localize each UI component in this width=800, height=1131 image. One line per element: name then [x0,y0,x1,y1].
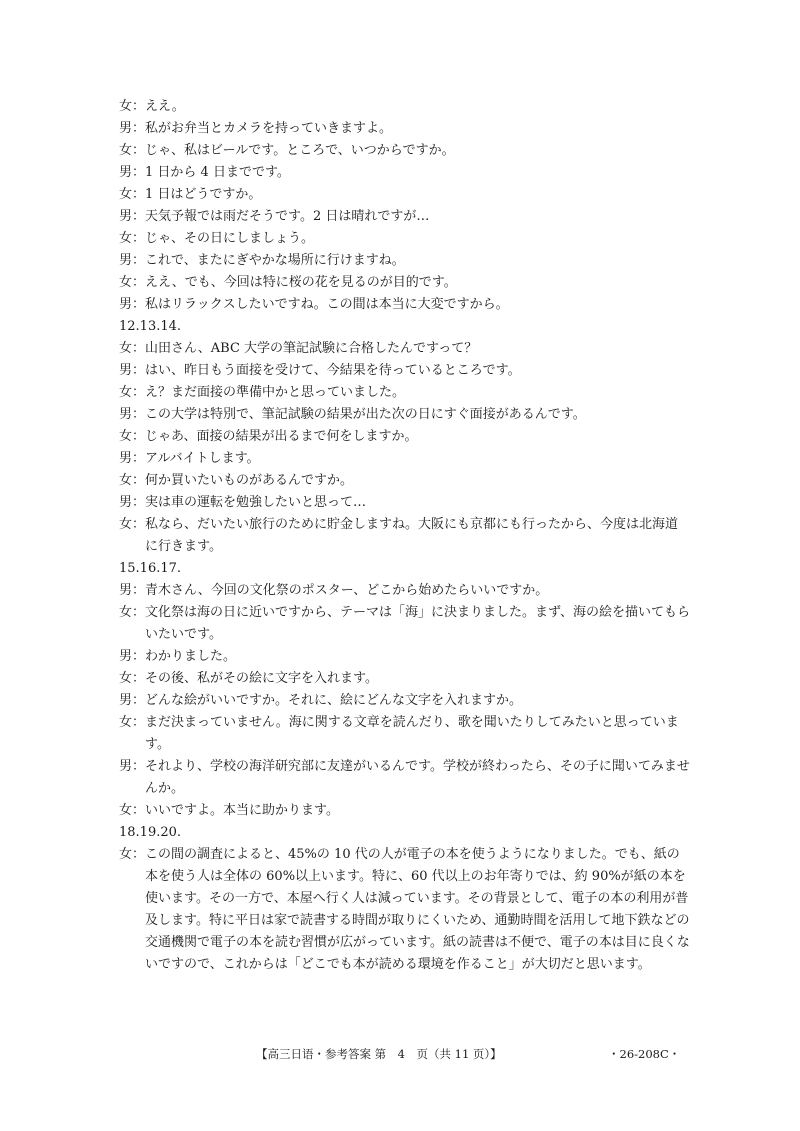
dialogue-text: その後、私がその絵に文字を入れます。 [145,671,378,686]
dialogue-text: わかりました。 [145,649,237,664]
dialogue-line [119,118,691,140]
dialogue-line [119,470,691,492]
dialogue-line [119,250,691,272]
speaker-label: 女： [119,473,146,488]
dialogue-text: はい、昨日もう面接を受けて、今結果を待っているところです。 [145,363,521,378]
speaker-label: 女： [119,341,146,356]
dialogue-text: 私はリラックスしたいですね。この間は本当に大変ですから。 [145,297,509,312]
dialogue-line [119,382,691,404]
dialogue-line [119,448,691,470]
speaker-label: 女： [119,143,146,158]
dialogue-text: それより、学校の海洋研究部に友達がいるんです。学校が終わったら、その子に聞いてみませんか。 [145,759,690,796]
dialogue-text: 文化祭は海の日に近いですから、テーマは「海」に決まりました。まず、海の絵を描いてもらいたいです。 [145,605,690,642]
dialogue-line [119,690,691,712]
dialogue-text: え？まだ面接の準備中かと思っていました。 [145,385,406,400]
dialogue-section [119,558,691,822]
dialogue-text: ええ。 [145,99,185,114]
dialogue-line [119,184,691,206]
dialogue-text: この大学は特別で、筆記試験の結果が出た次の日にすぐ面接があるんです。 [145,407,586,422]
dialogue-line [119,338,691,360]
dialogue-text: アルバイトします。 [145,451,260,466]
dialogue-line [119,646,691,668]
dialogue-text: まだ決まっていません。海に関する文章を読んだり、歌を聞いたりしてみたいと思っています。 [145,715,679,752]
speaker-label: 男： [119,407,146,422]
dialogue-text: この間の調査によると、45%の 10 代の人が電子の本を使うようになりました。でも、紙の本を使う人は全体の 60%以上います。特に、60 代以上のお年寄りでは、約 90%が紙の本を使います。その一方で、本屋へ行く人は減っています。その背景として、電子の本の利用が普及します。特に平日は家で読書する時間が取りにくいため、通勤時間を活用して地下鉄などの交通機関で電子の本を読む習慣が広がっています。紙の読書は不便で、電子の本は目に良くないですので、これからは「どこでも本が読める環境を作ること」が大切だと思います。 [145,847,690,972]
speaker-label: 男： [119,451,146,466]
dialogue-text: じゃあ、面接の結果が出るまで何をしますか。 [145,429,418,444]
question-numbers-heading: 12.13.14. [119,319,182,334]
dialogue-line [119,228,691,250]
dialogue-text: これで、またにぎやかな場所に行けますね。 [145,253,405,268]
dialogue-line [119,294,691,316]
dialogue-line [119,580,691,602]
dialogue-text: 私がお弁当とカメラを持っていきますよ。 [145,121,393,136]
speaker-label: 男： [119,495,146,510]
dialogue-text: 天気予報では雨だそうです。2 日は晴れですが… [145,209,430,224]
dialogue-line [119,514,691,558]
speaker-label: 男： [119,363,146,378]
speaker-label: 男： [119,693,146,708]
dialogue-text: じゃ、その日にしましょう。 [145,231,315,246]
dialogue-line [119,800,691,822]
transcript [119,96,691,976]
dialogue-line [119,602,691,646]
speaker-label: 男： [119,121,146,136]
dialogue-line [119,96,691,118]
dialogue-text: 実は車の運転を勉強したいと思って… [145,495,367,510]
dialogue-line [119,668,691,690]
speaker-label: 女： [119,803,146,818]
speaker-label: 女： [119,847,146,862]
speaker-label: 男： [119,583,146,598]
document-code: ・26-208C・ [608,1047,681,1061]
dialogue-text: 私なら、だいたい旅行のために貯金しますね。大阪にも京都にも行ったから、今度は北海道に行きます。 [145,517,679,554]
dialogue-text: いいですよ。本当に助かります。 [145,803,339,818]
question-numbers-heading: 18.19.20. [119,825,182,840]
speaker-label: 女： [119,187,146,202]
dialogue-line [119,360,691,382]
dialogue-line [119,162,691,184]
dialogue-text: ええ、でも、今回は特に桜の花を見るのが目的です。 [145,275,457,290]
speaker-label: 男： [119,759,146,774]
speaker-label: 男： [119,297,146,312]
dialogue-line [119,492,691,514]
dialogue-line [119,426,691,448]
dialogue-text: どんな絵がいいですか。それに、絵にどんな文字を入れますか。 [145,693,523,708]
dialogue-line [119,272,691,294]
speaker-label: 男： [119,209,146,224]
speaker-label: 女： [119,99,146,114]
speaker-label: 女： [119,275,146,290]
dialogue-section [119,96,691,316]
dialogue-line [119,844,691,976]
dialogue-text: 山田さん、ABC 大学の筆記試験に合格したんですって？ [145,341,478,356]
dialogue-section [119,316,691,558]
speaker-label: 女： [119,605,146,620]
dialogue-line [119,712,691,756]
speaker-label: 女： [119,517,146,532]
dialogue-section [119,822,691,976]
speaker-label: 女： [119,715,146,730]
dialogue-line [119,404,691,426]
dialogue-line [119,140,691,162]
speaker-label: 男： [119,649,146,664]
dialogue-line [119,206,691,228]
dialogue-text: 1 日はどうですか。 [145,187,262,202]
dialogue-text: 何か買いたいものがあるんですか。 [145,473,354,488]
speaker-label: 男： [119,165,146,180]
speaker-label: 女： [119,671,146,686]
dialogue-text: 青木さん、今回の文化祭のポスター、どこから始めたらいいですか。 [145,583,549,598]
question-numbers-heading: 15.16.17. [119,561,182,576]
speaker-label: 女： [119,385,146,400]
speaker-label: 女： [119,231,146,246]
dialogue-text: 1 日から 4 日までです。 [145,165,290,180]
dialogue-line [119,756,691,800]
page-number-label: 【高三日语・参考答案 第 4 页（共 11 页）】 [256,1047,502,1061]
speaker-label: 男： [119,253,146,268]
speaker-label: 女： [119,429,146,444]
dialogue-text: じゃ、私はビールです。ところで、いつからですか。 [145,143,455,158]
